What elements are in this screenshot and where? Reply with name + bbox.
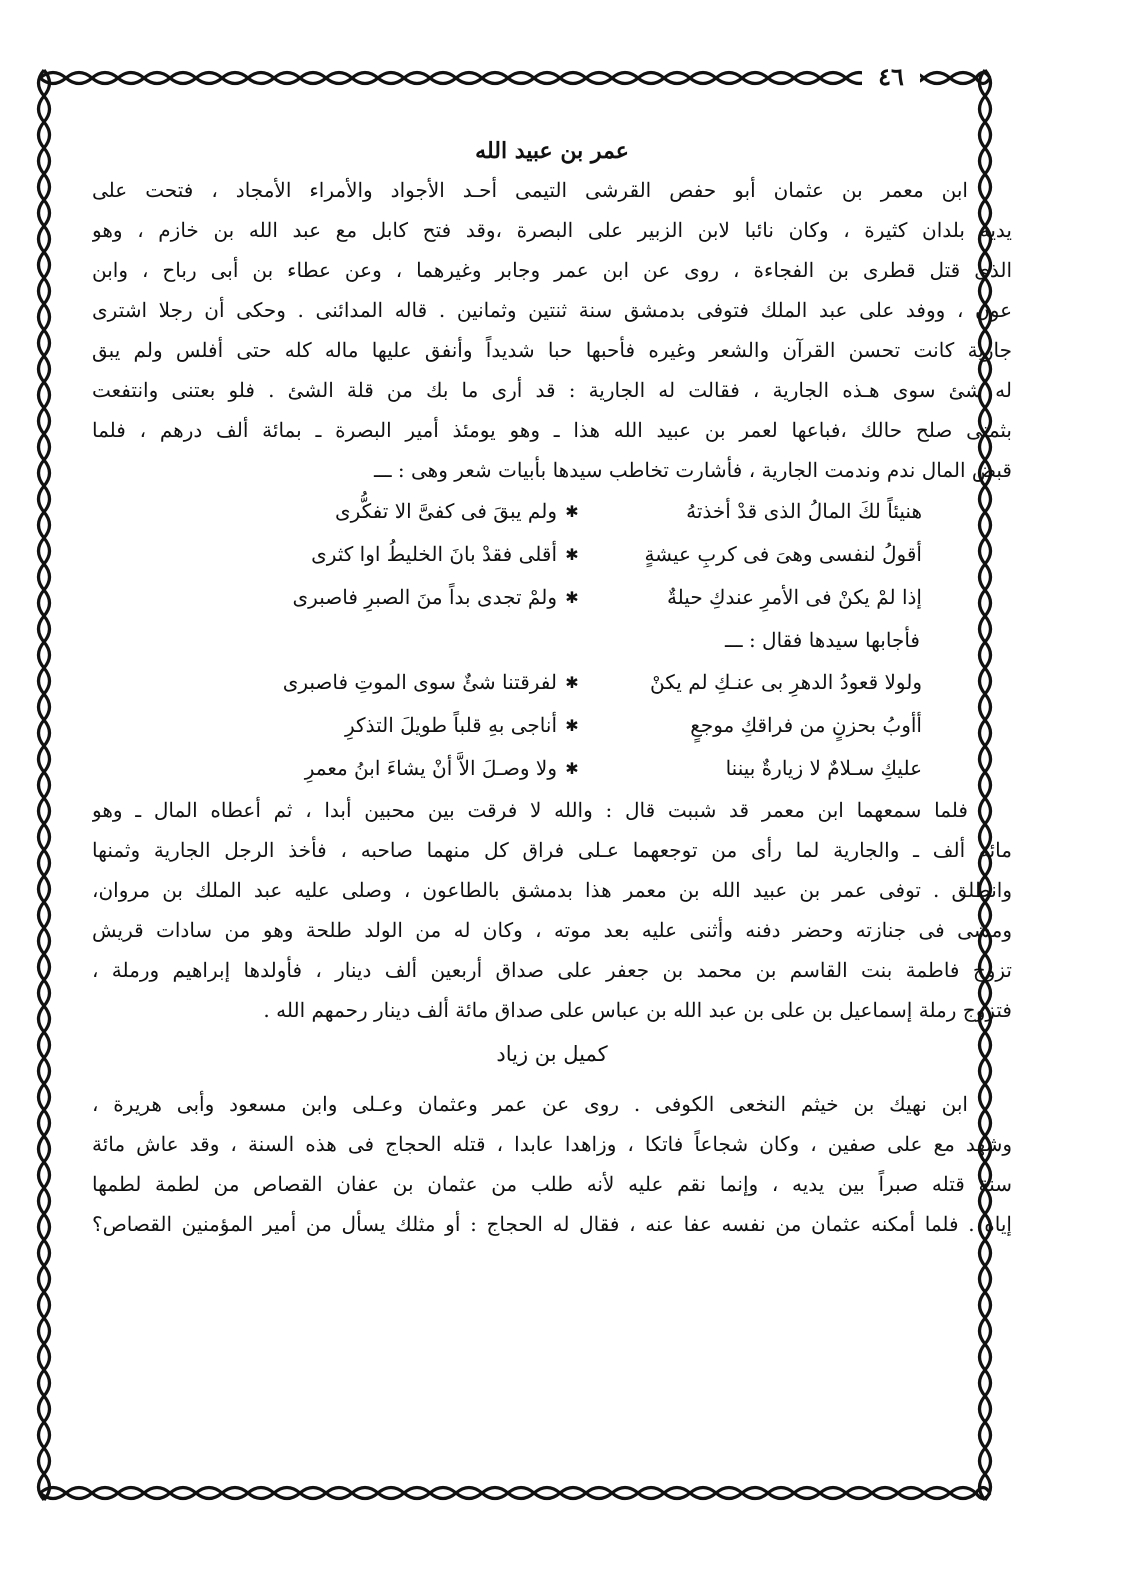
poem-verse xyxy=(92,747,1012,790)
text-line: وانطلق . توفى عمر بن عبيد الله بن معمر هذا بدمشق بالطاعون ، وصلى عليه عبد الملك بن مروان، xyxy=(92,878,1012,902)
text-line: إياه . فلما أمكنه عثمان من نفسه عفا عنه ، فقال له الحجاج : أو مثلك يسأل من أمير المؤمنين القصاص؟ xyxy=(92,1212,1012,1236)
poem-verse xyxy=(92,576,1012,619)
poem-verse xyxy=(92,490,1012,533)
poem-verse xyxy=(92,533,1012,576)
text-line: مائة ألف ـ والجارية لما رأى من توجعهما عـلى فراق كل منهما صاحبه ، فأخذ الرجل الجارية وثمنها xyxy=(92,838,1012,862)
verse-second-hemistich: أقلى فقدْ بانَ الخليطُ اوا كثرى xyxy=(311,542,557,566)
poem-reply-intro: فأجابها سيدها فقال : ـــ xyxy=(725,628,920,652)
entry-title-umar: عمر بن عبيد الله xyxy=(475,138,629,164)
verse-first-hemistich: إذا لمْ يكنْ فى الأمرِ عندكِ حيلةٌ xyxy=(666,585,922,609)
verse-first-hemistich: ولولا قعودُ الدهرِ بى عنـكِ لم يكنْ xyxy=(650,670,922,694)
star-separator-icon: ✱ xyxy=(565,545,579,564)
text-line: وشهد مع على صفين ، وكان شجاعاً فاتكا ، وزاهدا عابدا ، قتله الحجاج فى هذه السنة ، وقد عاش مائة xyxy=(92,1132,1012,1156)
text-line: عون ، ووفد على عبد الملك فتوفى بدمشق سنة ثنتين وثمانين . قاله المدائنى . وحكى أن رجلا اشترى xyxy=(92,298,1012,322)
text-line: بثمنى صلح حالك ،فباعها لعمر بن عبيد الله هذا ـ وهو يومئذ أمير البصرة ـ بمائة ألف درهم ، فلما xyxy=(92,418,1012,442)
star-separator-icon: ✱ xyxy=(565,716,579,735)
poem-verse xyxy=(92,661,1012,704)
star-separator-icon: ✱ xyxy=(565,673,579,692)
verse-second-hemistich: ولمْ تجدى بداً منَ الصبرِ فاصبرى xyxy=(292,585,557,609)
text-line: سنة قتله صبراً بين يديه ، وإنما نقم عليه لأنه طلب من عثمان بن عفان القصاص من لطمة لطمها xyxy=(92,1172,1012,1196)
verse-first-hemistich: أأوبُ بحزنٍ من فراقكِ موجعٍ xyxy=(690,713,922,737)
text-line: له شئ سوى هـذه الجارية ، فقالت له الجارية : قد أرى ما بك من قلة الشئ . فلو بعتنى وانتفعت xyxy=(92,378,1012,402)
text-line: فتزوج رملة إسماعيل بن على بن عبد الله بن عباس على صداق مائة ألف دينار رحمهم الله . xyxy=(263,998,1012,1022)
text-line: فلما سمعهما ابن معمر قد شببت قال : والله لا فرقت بين محبين أبدا ، ثم أعطاه المال ـ وهو xyxy=(92,798,968,822)
star-separator-icon: ✱ xyxy=(565,759,579,778)
text-line: الذى قتل قطرى بن الفجاءة ، روى عن ابن عمر وجابر وغيرهما ، وعن عطاء بن أبى رباح ، وابن xyxy=(92,258,1012,282)
verse-second-hemistich: أناجى بهِ قلباً طويلَ التذكرِ xyxy=(345,713,557,737)
page-content xyxy=(92,132,1012,1244)
text-line: قبض المال ندم وندمت الجارية ، فأشارت تخاطب سيدها بأبيات شعر وهى : ـــ xyxy=(373,458,1012,482)
verse-second-hemistich: ولا وصـلَ الاَّ أنْ يشاءَ ابنُ معمرِ xyxy=(304,756,557,780)
entry-umar-paragraph-2 xyxy=(92,790,1012,1030)
text-line: جارية كانت تحسن القرآن والشعر وغيره فأحبها حبا شديداً وأنفق عليها ماله كله حتى أفلس ولم يبق xyxy=(92,338,1012,362)
verse-first-hemistich: عليكِ سـلامٌ لا زيارةٌ بيننا xyxy=(725,756,922,780)
poem-verse xyxy=(92,704,1012,747)
text-line: تزوج فاطمة بنت القاسم بن محمد بن جعفر على صداق أربعين ألف دينار ، فأولدها إبراهيم ورملة ، xyxy=(92,958,1012,982)
verse-second-hemistich: لفرقتنا شئٌ سوى الموتِ فاصبرى xyxy=(282,670,557,694)
text-line: ابن نهيك بن خيثم النخعى الكوفى . روى عن عمر وعثمان وعـلى وابن مسعود وأبى هريرة ، xyxy=(92,1092,968,1116)
entry-umar-paragraph-1 xyxy=(92,170,1012,490)
verse-first-hemistich: أقولُ لنفسى وهىَ فى كربِ عيشةٍ xyxy=(644,542,922,566)
entry-kumayl-paragraph xyxy=(92,1084,1012,1244)
page-number: ٤٦ xyxy=(862,62,920,92)
star-separator-icon: ✱ xyxy=(565,502,579,521)
text-line: ابن معمر بن عثمان أبو حفص القرشى التيمى أحـد الأجواد والأمراء الأمجاد ، فتحت على xyxy=(92,178,968,202)
poem-slave-girl xyxy=(92,490,1012,619)
text-line: ومشى فى جنازته وحضر دفنه وأثنى عليه بعد موته ، وكان له من الولد طلحة وهو من سادات قريش xyxy=(92,918,1012,942)
entry-title-kumayl: كميل بن زياد xyxy=(496,1042,608,1066)
verse-first-hemistich: هنيئاً لكَ المالُ الذى قدْ أخذتهُ xyxy=(686,499,922,523)
verse-second-hemistich: ولم يبقَ فى كفىَّ الا تفكُّرى xyxy=(334,499,557,523)
poem-master-reply xyxy=(92,661,1012,790)
text-line: يديه بلدان كثيرة ، وكان نائبا لابن الزبير على البصرة ،وقد فتح كابل مع عبد الله بن خازم ، وهو xyxy=(92,218,1012,242)
star-separator-icon: ✱ xyxy=(565,588,579,607)
